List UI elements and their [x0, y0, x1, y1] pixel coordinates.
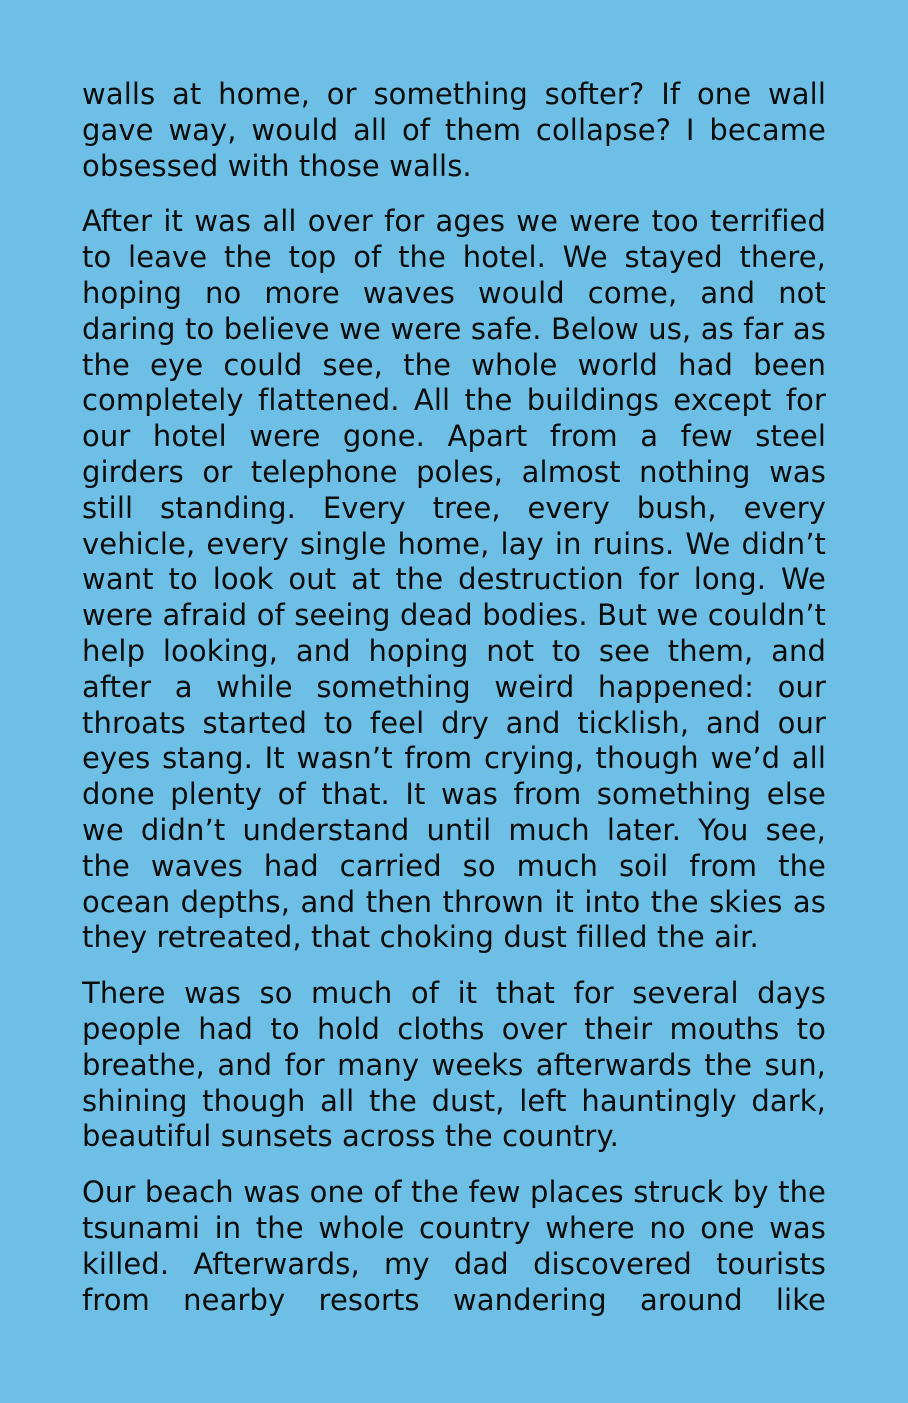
page-body [82, 77, 826, 1338]
paragraph-2: After it was all over for ages we were too terrified to leave the top of the hotel. We stayed there, hoping no more waves would come, and not daring to believe we were safe. Below us, as far as the eye could see, the whole world had been completely flattened. All the buildings except for our hotel were gone. Apart from a few steel girders or telephone poles, almost nothing was still standing. Every tree, every bush, every vehicle, every single home, lay in ruins. We didn’t want to look out at the destruction for long. We were afraid of seeing dead bodies. But we couldn’t help looking, and hoping not to see them, and after a while something weird happened: our throats started to feel dry and ticklish, and our eyes stang. It wasn’t from crying, though we’d all done plenty of that. It was from something else we didn’t understand until much later. You see, the waves had carried so much soil from the ocean depths, and then thrown it into the skies as they retreated, that choking dust filled the air. [82, 204, 826, 955]
paragraph-4: Our beach was one of the few places struck by the tsunami in the whole country where no one was killed. Afterwards, my dad discovered tourists from nearby resorts wandering around like [82, 1175, 826, 1317]
paragraph-3: There was so much of it that for several days people had to hold cloths over their mouths to breathe, and for many weeks afterwards the sun, shining though all the dust, left hauntingly dark, beautiful sunsets across the country. [82, 976, 826, 1154]
paragraph-1: walls at home, or something softer? If one wall gave way, would all of them collapse? I became obsessed with those walls. [82, 77, 826, 183]
